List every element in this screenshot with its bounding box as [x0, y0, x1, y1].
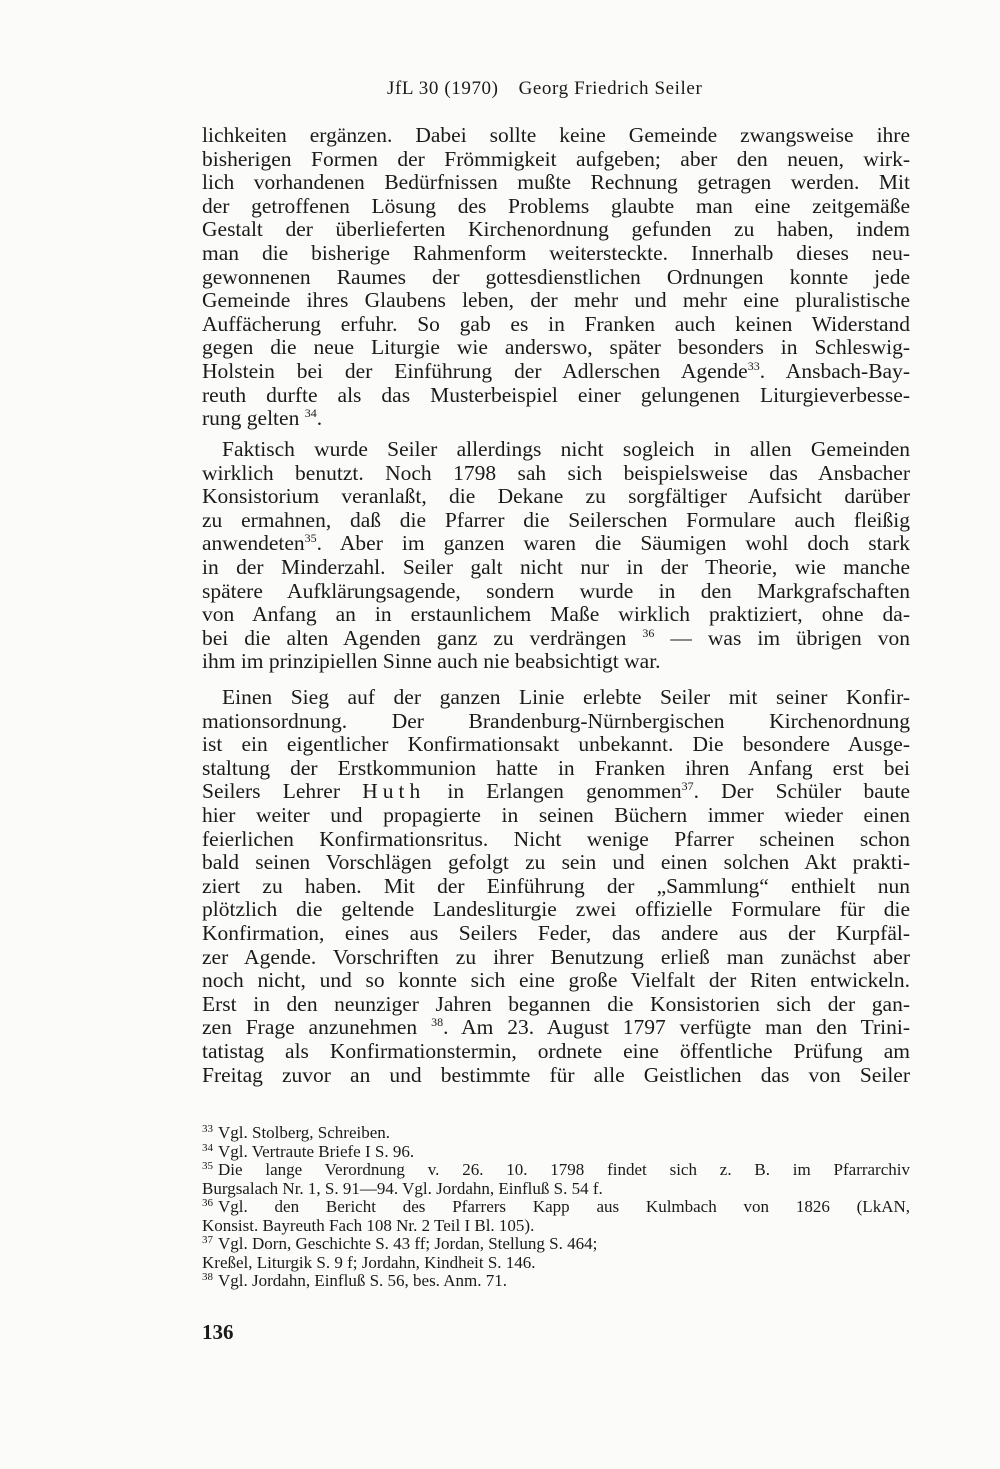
text-line: man die bisherige Rahmenform weitersteckte. Innerhalb dieses neu-: [202, 240, 910, 265]
paragraph-2: [202, 438, 910, 674]
footnote-ref: 36: [642, 625, 655, 640]
text-line: lich vorhandenen Bedürfnissen mußte Rechnung getragen werden. Mit: [202, 170, 910, 195]
footnote-number: 34: [202, 1141, 213, 1154]
text-line: zu ermahnen, daß die Pfarrer die Seilerschen Formulare auch fleißig: [202, 507, 910, 532]
footnote-number: 35: [202, 1160, 213, 1172]
running-header: [387, 78, 702, 100]
footnote-33: [202, 1124, 910, 1143]
text-line: hier weiter und propagierte in seinen Büchern immer wieder einen: [202, 802, 910, 827]
footnote-text: Vgl. Jordahn, Einfluß S. 56, bes. Anm. 71.: [218, 1271, 507, 1290]
paragraph-1: [202, 124, 910, 431]
text-line: gegen die neue Liturgie wie anderswo, später besonders in Schleswig-: [202, 335, 910, 360]
footnote-text: Vgl. Dorn, Geschichte S. 43 ff; Jordan, Stellung S. 464;: [218, 1234, 598, 1253]
text-line: spätere Aufklärungsagende, sondern wurde in den Markgrafschaften: [202, 578, 910, 603]
text-line: staltung der Erstkommunion hatte in Franken ihren Anfang erst bei: [202, 755, 910, 780]
text-line: Gestalt der überlieferten Kirchenordnung gefunden zu haben, indem: [202, 217, 910, 242]
text-segment: zen Frage anzunehmen: [202, 1015, 418, 1040]
text-line: Konsistorium veranlaßt, die Dekane zu sorgfältiger Aufsicht darüber: [202, 484, 910, 509]
text-line: Auffächerung erfuhr. So gab es in Franken auch keinen Widerstand: [202, 311, 910, 336]
text-line: mationsordnung. Der Brandenburg-Nürnbergischen Kirchenordnung: [202, 708, 910, 733]
spaced-name: Huth: [362, 779, 426, 804]
text-line: zer Agende. Vorschriften zu ihrer Benutzung erließ man zunächst aber: [202, 944, 910, 969]
text-segment: . Aber im ganzen waren die Säumigen wohl doch stark: [316, 531, 910, 556]
text-line: von Anfang an in erstaunlichem Maße wirklich praktiziert, ohne da-: [202, 602, 910, 627]
footnote-35-cont: Burgsalach Nr. 1, S. 91—94. Vgl. Jordahn, Einfluß S. 54 f.: [202, 1178, 603, 1198]
footnote-36-cont: Konsist. Bayreuth Fach 108 Nr. 2 Teil I Bl. 105).: [202, 1215, 535, 1235]
footnote-ref: 33: [747, 358, 760, 373]
text-segment: in Erlangen genommen: [447, 779, 682, 804]
text-line: tatistag als Konfirmationstermin, ordnete eine öffentliche Prüfung am: [202, 1038, 910, 1063]
text-line: rung gelten $^{34}$.: [202, 406, 323, 431]
text-line: bisherigen Formen der Frömmigkeit aufgeben; aber den neuen, wirk-: [202, 146, 910, 171]
footnote-ref: 35: [304, 531, 317, 546]
text-line: gewonnenen Raumes der gottesdienstlichen Ordnungen konnte jede: [202, 264, 910, 289]
text-line: Erst in den neunziger Jahren begannen die Konsistorien sich der gan-: [202, 991, 910, 1016]
text-line: ist ein eigentlicher Konfirmationsakt unbekannt. Die besondere Ausge-: [202, 732, 910, 757]
text-segment: Holstein bei der Einführung der Adlerschen Agende: [202, 358, 748, 383]
text-line: [202, 532, 910, 556]
text-line: noch nicht, und so konnte sich eine große Vielfalt der Riten entwickeln.: [202, 968, 910, 993]
text-line: der getroffenen Lösung des Problems glaubte man eine zeitgemäße: [202, 193, 910, 218]
text-line: Freitag zuvor an und bestimmte für alle Geistlichen das von Seiler: [202, 1062, 910, 1087]
page-number: 136: [202, 1320, 234, 1344]
text-line: reuth durfte als das Musterbeispiel einer gelungenen Liturgieverbesse-: [202, 382, 910, 407]
paragraph-3: [202, 686, 910, 1087]
footnote-38: [202, 1272, 910, 1291]
footnote-text: Vgl. Vertraute Briefe I S. 96.: [218, 1141, 415, 1161]
footnote-text: Vgl. den Bericht des Pfarrers Kapp aus Kulmbach von 1826 (LkAN,: [218, 1197, 910, 1216]
text-segment: . Der Schüler baute: [693, 779, 911, 804]
text-line: in der Minderzahl. Seiler galt nicht nur in der Theorie, wie manche: [202, 554, 910, 579]
footnote-ref: 34: [304, 406, 317, 421]
text-segment: — was im übrigen von: [654, 625, 910, 650]
text-line: wirklich benutzt. Noch 1798 sah sich beispielsweise das Ansbacher: [202, 460, 910, 485]
header-author: Georg Friedrich Seiler: [518, 78, 703, 99]
text-line: bald seinen Vorschlägen gefolgt zu sein und einen solchen Akt prakti-: [202, 850, 910, 875]
footnote-36: [202, 1198, 910, 1217]
footnote-34: [202, 1143, 910, 1162]
text-segment: . Am 23. August 1797 verfügte man den Trini-: [443, 1015, 910, 1040]
text-line: ihm im prinzipiellen Sinne auch nie beabsichtigt war.: [202, 649, 661, 674]
text-line: Gemeinde ihres Glaubens leben, der mehr und mehr eine pluralistische: [202, 288, 910, 313]
text-line: [202, 627, 910, 651]
text-line: lichkeiten ergänzen. Dabei sollte keine Gemeinde zwangsweise ihre: [202, 123, 910, 147]
text-line: [202, 360, 910, 384]
header-journal: JfL 30 (1970): [387, 78, 499, 99]
footnotes: [202, 1124, 910, 1291]
footnote-35: [202, 1161, 910, 1180]
text-line: Konfirmation, eines aus Seilers Feder, das andere aus der Kurpfäl-: [202, 920, 910, 945]
text-line: Einen Sieg auf der ganzen Linie erlebte Seiler mit seiner Konfir-: [222, 685, 910, 709]
text-line: [202, 780, 910, 804]
text-segment: . Ansbach-Bay-: [759, 358, 910, 383]
footnote-text: Die lange Verordnung v. 26. 10. 1798 findet sich z. B. im Pfarrarchiv: [218, 1160, 910, 1179]
text-segment: rung gelten: [202, 406, 300, 431]
footnote-number: 38: [202, 1271, 213, 1283]
text-line: feierlichen Konfirmationsritus. Nicht wenige Pfarrer scheinen schon: [202, 826, 910, 851]
footnote-ref: 38: [431, 1015, 444, 1030]
footnote-number: 37: [202, 1234, 213, 1246]
text-segment: anwendeten: [202, 531, 305, 556]
text-segment: Seilers Lehrer: [202, 779, 340, 804]
footnote-number: 36: [202, 1197, 213, 1209]
text-line: Faktisch wurde Seiler allerdings nicht sogleich in allen Gemeinden: [222, 437, 910, 461]
text-segment: bei die alten Agenden ganz zu verdrängen: [202, 625, 627, 650]
text-line: plötzlich die geltende Landesliturgie zwei offizielle Formulare für die: [202, 897, 910, 922]
footnote-number: 33: [202, 1123, 213, 1135]
text-line: [202, 1016, 910, 1040]
footnote-text: Vgl. Stolberg, Schreiben.: [218, 1123, 391, 1142]
footnote-ref: 37: [681, 779, 694, 794]
footnote-37: [202, 1235, 910, 1254]
footnote-37-cont: Kreßel, Liturgik S. 9 f; Jordahn, Kindheit S. 146.: [202, 1252, 536, 1272]
text-line: ziert zu haben. Mit der Einführung der „Sammlung“ enthielt nun: [202, 873, 910, 898]
